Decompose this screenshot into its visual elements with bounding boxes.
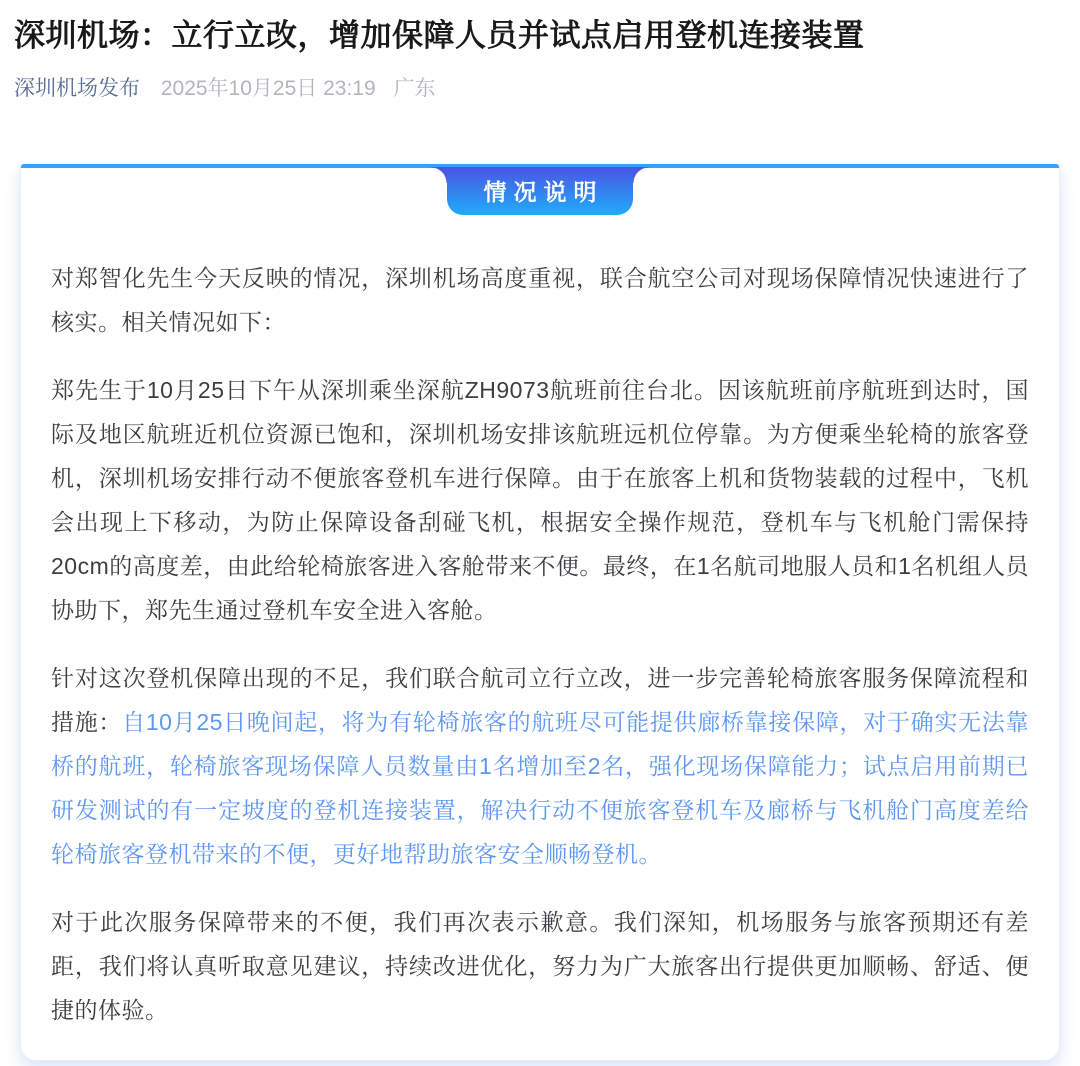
paragraph-measures-highlight: 自10月25日晚间起，将为有轮椅旅客的航班尽可能提供廊桥靠接保障，对于确实无法靠桥的航班，轮椅旅客现场保障人员数量由1名增加至2名，强化现场保障能力；试点启用前期已研发测试的有一定坡度的登机连接装置，解决行动不便旅客登机车及廊桥与飞机舱门高度差给轮椅旅客登机带来的不便，更好地帮助旅客安全顺畅登机。 (51, 708, 1029, 867)
statement-badge (447, 167, 633, 215)
article-title: 深圳机场：立行立改，增加保障人员并试点启用登机连接装置 (14, 18, 865, 53)
statement-card (20, 164, 1060, 1061)
paragraph-intro: 对郑智化先生今天反映的情况，深圳机场高度重视，联合航空公司对现场保障情况快速进行了核实。相关情况如下： (51, 264, 1029, 335)
publish-location: 广东 (393, 77, 436, 101)
paragraph-apology: 对于此次服务保障带来的不便，我们再次表示歉意。我们深知，机场服务与旅客预期还有差距，我们将认真听取意见建议，持续改进优化，努力为广大旅客出行提供更加顺畅、舒适、便捷的体验。 (51, 908, 1029, 1023)
paragraph-measures-lead: 针对这次登机保障出现的不足，我们联合航司立行立改，进一步完善轮椅旅客服务保障流程和措施： (51, 664, 1029, 735)
paragraph-incident: 郑先生于10月25日下午从深圳乘坐深航ZH9073航班前往台北。因该航班前序航班到达时，国际及地区航班近机位资源已饱和，深圳机场安排该航班远机位停靠。为方便乘坐轮椅的旅客登机，深圳机场安排行动不便旅客登机车进行保障。由于在旅客上机和货物装载的过程中，飞机会出现上下移动，为防止保障设备刮碰飞机，根据安全操作规范，登机车与飞机舱门需保持20cm的高度差，由此给轮椅旅客进入客舱带来不便。最终，在1名航司地服人员和1名机组人员协助下，郑先生通过登机车安全进入客舱。 (51, 376, 1029, 623)
author-link[interactable]: 深圳机场发布 (14, 77, 140, 101)
publish-date: 2025年10月25日 23:19 (160, 77, 376, 101)
paragraph-measures (51, 656, 1029, 876)
statement-badge-label: 情况说明 (483, 179, 604, 206)
byline (14, 76, 1066, 101)
